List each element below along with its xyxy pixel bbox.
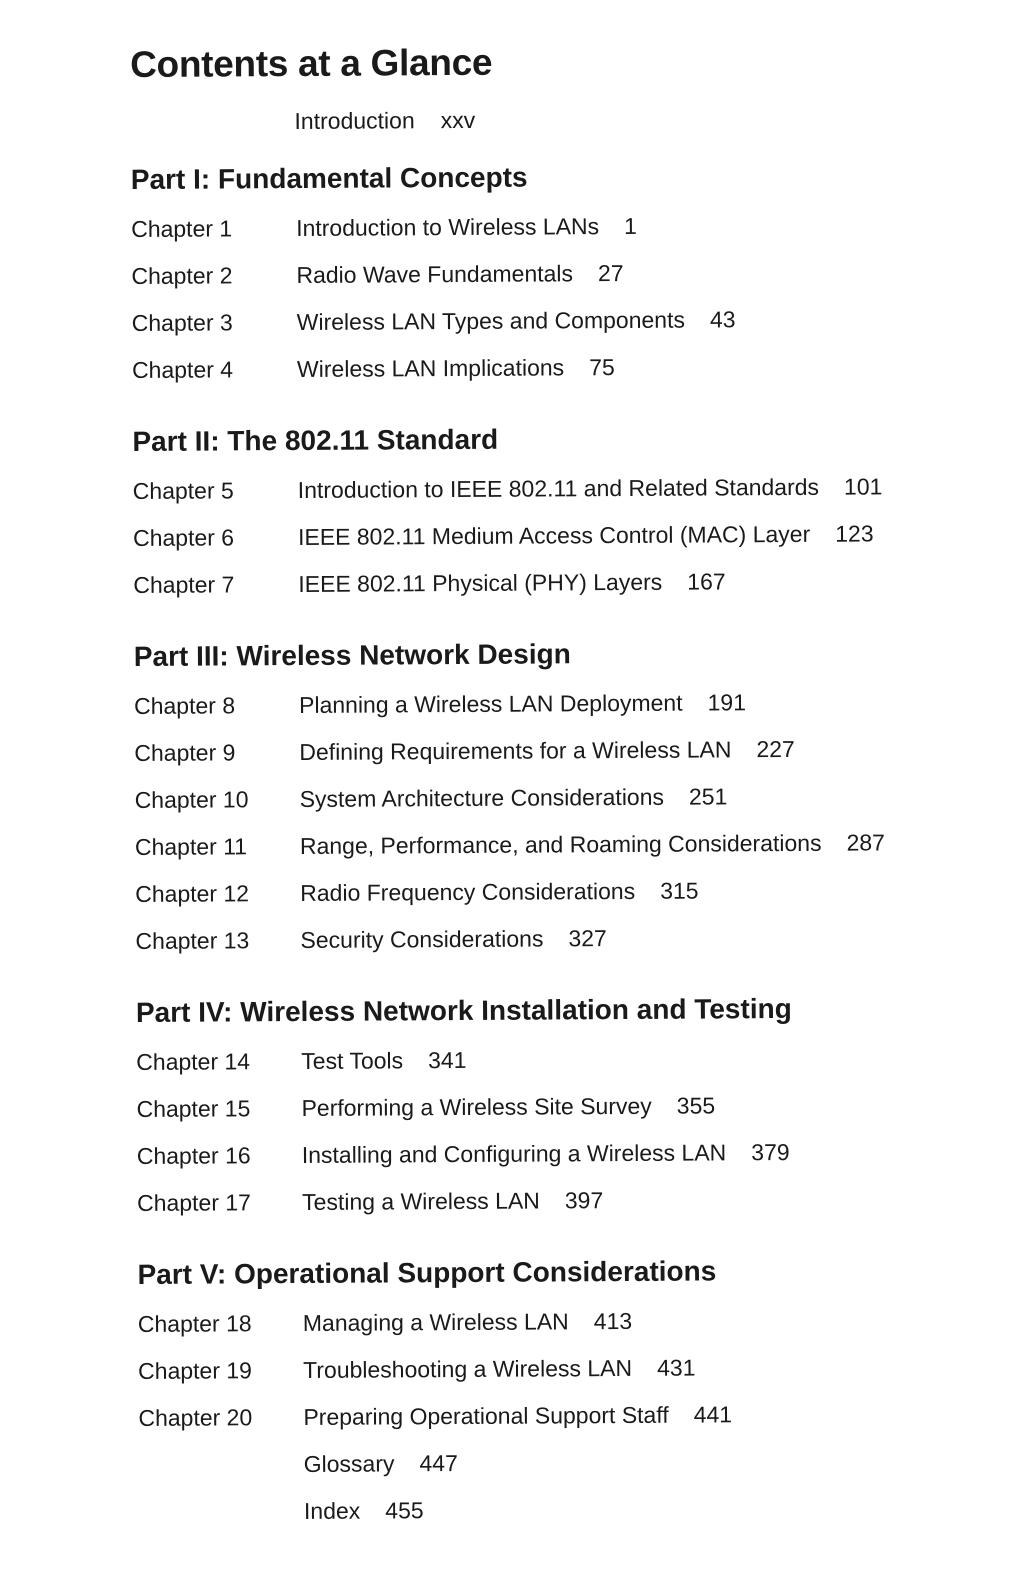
entry-title: IEEE 802.11 Medium Access Control (MAC) Layer — [297, 520, 811, 550]
toc-entry — [135, 819, 995, 871]
chapter-label: Chapter 11 — [134, 833, 248, 860]
part-heading: Part III: Wireless Network Design — [133, 638, 571, 672]
toc-entry — [138, 1390, 998, 1442]
entry-title: Index — [303, 1497, 361, 1524]
toc-entry — [135, 913, 995, 965]
entry-page: 191 — [707, 689, 747, 716]
entry-page: 75 — [589, 354, 615, 381]
entry-title: Managing a Wireless LAN — [302, 1308, 569, 1336]
entry-page: 341 — [428, 1046, 467, 1074]
entry-page: 227 — [756, 735, 795, 763]
chapter-label: Chapter 10 — [134, 786, 249, 813]
toc-entry — [132, 295, 992, 347]
entry-page: 431 — [657, 1354, 696, 1381]
entry-title: Radio Frequency Considerations — [300, 877, 636, 906]
toc-entry — [132, 342, 992, 394]
entry-title: Testing a Wireless LAN — [302, 1187, 540, 1215]
chapter-label: Chapter 5 — [132, 477, 234, 504]
entry-title: Preparing Operational Support Staff — [303, 1401, 669, 1430]
toc-entry — [135, 866, 995, 918]
chapter-label: Chapter 12 — [135, 880, 250, 907]
entry-page: 441 — [693, 1401, 733, 1428]
chapter-label: Chapter 6 — [132, 524, 235, 551]
entry-title: Introduction to IEEE 802.11 and Related Standards — [297, 473, 820, 503]
toc-entry — [133, 510, 993, 562]
toc-entry — [134, 678, 994, 730]
entry-title: Range, Performance, and Roaming Considerations — [299, 829, 822, 859]
entry-page: 167 — [687, 568, 726, 595]
entry-page: 413 — [593, 1307, 633, 1335]
parts-list — [131, 149, 999, 1442]
entry-page: 27 — [597, 259, 624, 287]
chapter-label: Chapter 9 — [134, 739, 236, 766]
toc-part — [131, 149, 992, 394]
entry-title: Radio Wave Fundamentals — [296, 260, 574, 288]
toc-part — [137, 1244, 998, 1442]
entry-page: 379 — [751, 1138, 790, 1166]
chapter-label: Chapter 3 — [131, 309, 233, 336]
toc-entry — [139, 1437, 999, 1489]
entry-title: Wireless LAN Types and Components — [296, 306, 686, 335]
toc-entry — [137, 1175, 997, 1227]
entry-title: Performing a Wireless Site Survey — [301, 1092, 652, 1121]
toc-entry — [134, 725, 994, 777]
entry-title: Defining Requirements for a Wireless LAN — [299, 736, 732, 765]
chapter-label: Chapter 13 — [135, 927, 250, 954]
entry-title: Security Considerations — [300, 925, 544, 953]
part-heading: Part V: Operational Support Considerations — [137, 1255, 717, 1290]
entry-title: Introduction — [294, 107, 415, 134]
toc-part — [132, 411, 993, 609]
chapter-label: Chapter 16 — [136, 1142, 251, 1169]
toc-entry — [136, 1034, 996, 1086]
chapter-label: Chapter 2 — [131, 262, 233, 289]
toc-entry — [133, 463, 993, 515]
toc-entry — [137, 1128, 997, 1180]
entry-title: Planning a Wireless LAN Deployment — [298, 689, 683, 718]
entry-page: 315 — [660, 877, 699, 904]
entry-title: Introduction to Wireless LANs — [296, 213, 600, 241]
entry-page: 1 — [624, 212, 637, 239]
entry-title: Test Tools — [301, 1047, 404, 1074]
toc-entry — [138, 1296, 998, 1348]
chapter-label: Chapter 1 — [131, 215, 233, 242]
entry-page: 327 — [568, 925, 607, 952]
toc-part — [136, 982, 997, 1227]
entry-page: 287 — [846, 829, 885, 856]
entry-title: IEEE 802.11 Physical (PHY) Layers — [298, 568, 663, 597]
chapter-label: Chapter 14 — [136, 1048, 251, 1075]
chapter-label: Chapter 20 — [138, 1404, 253, 1431]
entry-page: 447 — [419, 1450, 458, 1477]
back-matter — [139, 1437, 1000, 1536]
entry-title: Troubleshooting a Wireless LAN — [303, 1354, 633, 1383]
chapter-label: Chapter 15 — [136, 1095, 251, 1122]
entry-page: 43 — [709, 306, 736, 333]
toc-entry — [131, 248, 991, 300]
toc-entry — [133, 557, 993, 609]
entry-title: Wireless LAN Implications — [296, 354, 565, 382]
entry-page: xxv — [440, 106, 476, 134]
entry-title: System Architecture Considerations — [299, 783, 665, 812]
toc-introduction — [294, 85, 990, 153]
entry-page: 397 — [564, 1187, 604, 1214]
toc-entry — [136, 1081, 996, 1133]
entry-page: 123 — [835, 520, 874, 547]
toc-part — [134, 626, 996, 965]
chapter-label: Chapter 4 — [131, 356, 234, 383]
entry-title: Installing and Configuring a Wireless LAN — [301, 1139, 727, 1168]
toc-entry — [138, 1343, 998, 1395]
part-heading: Part II: The 802.11 Standard — [132, 423, 499, 457]
page-title: Contents at a Glance — [130, 41, 493, 85]
chapter-label: Chapter 19 — [138, 1357, 253, 1384]
chapter-label: Chapter 18 — [137, 1310, 252, 1337]
toc-entry — [135, 772, 995, 824]
part-heading: Part IV: Wireless Network Installation and Testing — [135, 992, 792, 1028]
entry-page: 455 — [385, 1497, 424, 1524]
part-heading: Part I: Fundamental Concepts — [130, 161, 528, 195]
toc-entry — [139, 1484, 999, 1536]
entry-page: 355 — [676, 1092, 716, 1119]
entry-page: 101 — [843, 473, 883, 500]
chapter-label: Chapter 7 — [133, 571, 235, 598]
toc-entry — [131, 201, 991, 253]
chapter-label: Chapter 8 — [133, 692, 236, 719]
entry-title: Glossary — [303, 1450, 395, 1477]
contents-page — [130, 35, 999, 1536]
chapter-label: Chapter 17 — [137, 1189, 251, 1216]
entry-page: 251 — [688, 783, 728, 810]
